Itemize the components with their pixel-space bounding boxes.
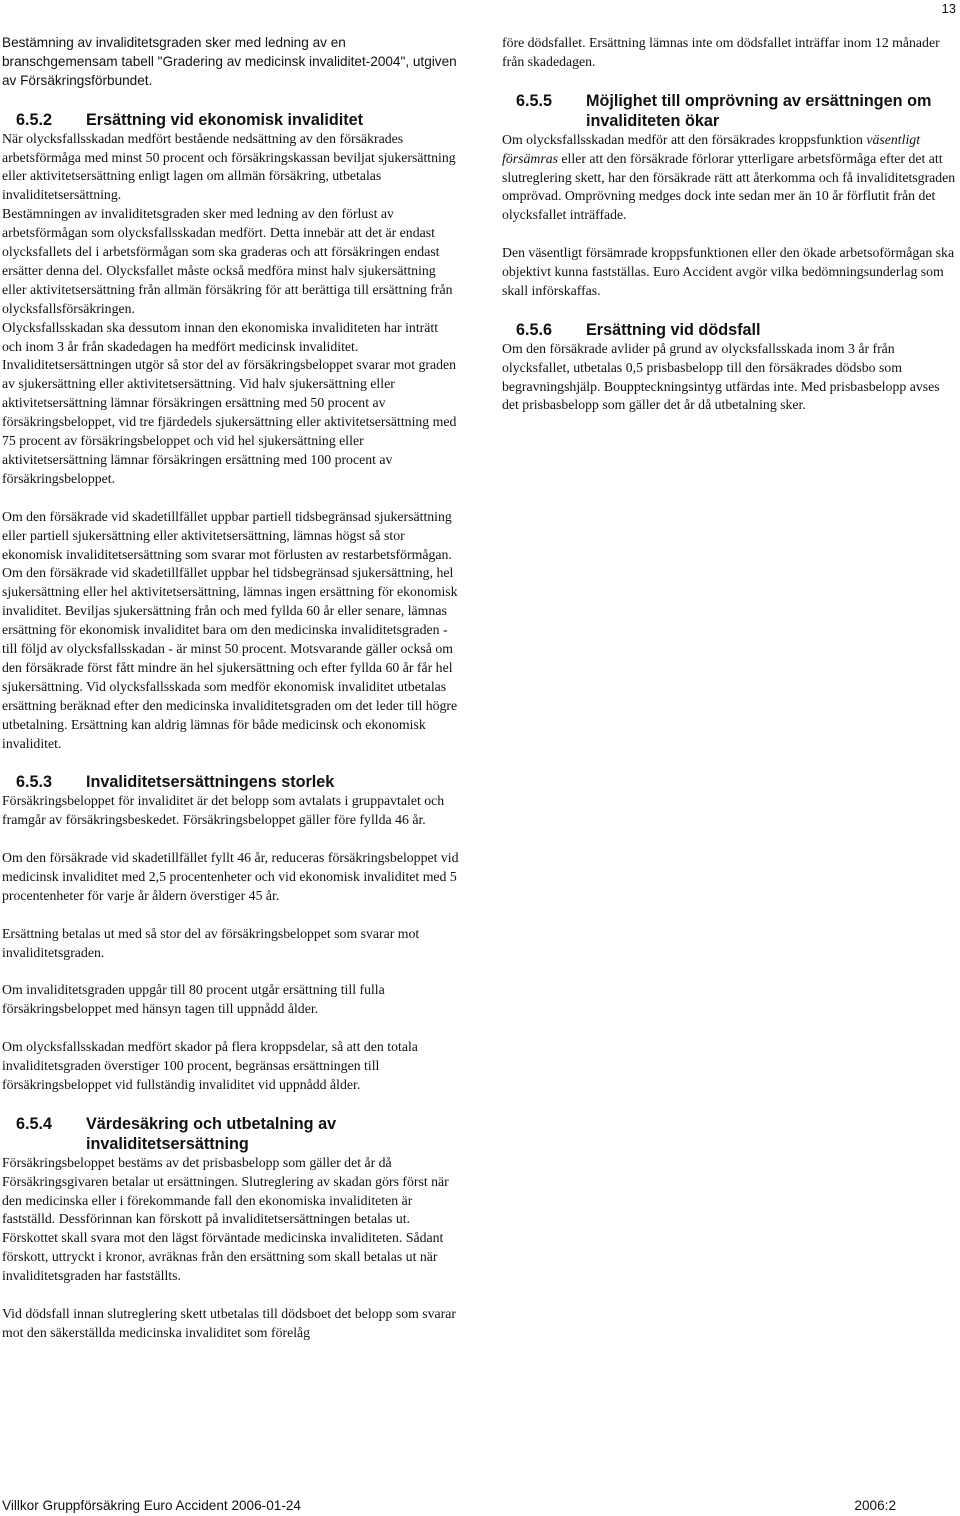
paragraph <box>502 131 958 226</box>
section-title: Värdesäkring och utbetalning av invaliditetsersättning <box>86 1114 337 1153</box>
section-title: Invaliditetsersättningens storlek <box>86 773 335 792</box>
section-number: 6.5.6 <box>516 320 553 339</box>
emphasis-text: väsentligt försämras <box>502 131 921 166</box>
paragraph: Invaliditetsersättningen utgör så stor del av försäkringsbeloppet svarar mot graden av sjukersättning eller aktivitetsersättning. Vid halv sjukersättning eller aktivitetsersättning lämnar försäkringen ersättning med 50 procent av försäkringsbeloppet, vid tre fjärdedels sjukersättning eller aktivitetsersättning med 75 procent av försäkringsbeloppet och vid hel sjukersättning eller aktivitetsersättning lämnar försäkringen ersättning med 100 procent av försäkringsbeloppet. <box>2 357 457 486</box>
paragraph: Om den försäkrade avlider på grund av olycksfallsskada inom 3 år från olycksfallet, utbetalas 0,5 prisbasbelopp till den försäkrades dödsbo som begravningshjälp. Bouppteckningsintyg utfärdas inte. Med prisbasbelopp avses det prisbasbelopp som gäller det år då utbetalning sker. <box>502 340 940 413</box>
section-heading-6-5-6 <box>502 320 958 340</box>
page-footer <box>2 1497 896 1514</box>
left-column <box>2 34 460 1343</box>
section-heading-6-5-3 <box>2 772 460 792</box>
section-title: Möjlighet till omprövning av ersättningen om invaliditeten ökar <box>586 91 932 130</box>
paragraph: Försäkringsbeloppet bestäms av det prisbasbelopp som gäller det år då Försäkringsgivaren betalar ut ersättningen. Slutreglering av skadan görs först när den medicinska eller i förekommande fall den ekonomiska invaliditeten är fastställd. Dessförinnan kan förskott på invaliditetsersättningen betalas ut. Förskottet skall svara mot den lägst förväntade medicinska invaliditeten. Sådant förskott, uttryckt i kronor, avräknas från den ersättning som skall betalas ut när invaliditetsgraden har fastställts. <box>2 1154 449 1284</box>
text-run: eller att den försäkrade förlorar ytterligare arbetsförmåga efter det att slutreglering skett, har den försäkrade rätt att återkomma och få invaliditetsgraden omprövad. Omprövning medges dock inte sedan mer än 10 år förflutit från det olycksfallet inträffade. <box>502 150 956 223</box>
section-title: Ersättning vid ekonomisk invaliditet <box>86 110 364 129</box>
section-heading-6-5-5 <box>502 91 958 131</box>
page-number: 13 <box>941 1 956 16</box>
footer-right: 2006:2 <box>854 1498 896 1513</box>
paragraph: Den väsentligt försämrade kroppsfunktionen eller den ökade arbetsoförmågan ska objektivt kunna fastställas. Euro Accident avgör vilka bedömningsunderlag som skall införskaffas. <box>502 245 955 298</box>
section-heading-6-5-4 <box>2 1114 460 1154</box>
intro-paragraph: Bestämning av invaliditetsgraden sker med ledning av en branschgemensam tabell "Gradering av medicinsk invaliditet-2004", utgiven av Försäkringsförbundet. <box>2 35 457 88</box>
section-number: 6.5.3 <box>16 773 53 792</box>
section-number: 6.5.5 <box>516 91 553 110</box>
section-title: Ersättning vid dödsfall <box>586 320 761 339</box>
paragraph: Om den försäkrade vid skadetillfället fyllt 46 år, reduceras försäkringsbeloppet vid medicinsk invaliditet med 2,5 procentenheter och vid ekonomisk invaliditet med 5 procentenheter för varje år åldern överstiger 45 år. <box>2 850 459 903</box>
section-heading-6-5-2 <box>2 110 460 130</box>
paragraph: Ersättning betalas ut med så stor del av försäkringsbeloppet som svarar mot invaliditetsgraden. <box>2 925 420 960</box>
paragraph: När olycksfallsskadan medfört bestående nedsättning av den försäkrades arbetsförmåga med minst 50 procent och försäkringskassan beviljat sjukersättning eller aktivitetsersättning enligt lagen om allmän försäkring, utbetalas invaliditetsersättning. <box>2 130 456 203</box>
text-run: Om olycksfallsskadan medför att den försäkrades kroppsfunktion <box>502 131 867 147</box>
paragraph: Vid dödsfall innan slutreglering skett utbetalas till dödsboet det belopp som svarar mot den säkerställda medicinska invaliditet som förelåg <box>2 1305 456 1340</box>
paragraph: Bestämningen av invaliditetsgraden sker med ledning av den förlust av arbetsförmågan som olycksfallsskadan medfört. Detta innebär att det är endast olycksfallets del i arbetsförmågan som ska graderas och att försäkringen endast ersätter denna del. Olycksfallet måste också medföra minst halv sjukersättning eller aktivitetsersättning från allmän försäkring för att berättiga till ersättning från olycksfallsförsäkringen. <box>2 206 453 316</box>
section-number: 6.5.4 <box>16 1114 53 1133</box>
paragraph: Om den försäkrade vid skadetillfället uppbar partiell tidsbegränsad sjukersättning eller partiell sjukersättning eller aktivitetsersättning, lämnas högst så stor ekonomisk invaliditetsersättning som svarar mot förlusten av restarbetsförmågan. Om den försäkrade vid skadetillfället uppbar hel tidsbegränsad sjukersättning, hel sjukersättning eller hel aktivitetsersättning, lämnas ingen ersättning för ekonomisk invaliditet. Beviljas sjukersättning från och med fyllda 60 år eller senare, lämnas ersättning för ekonomisk invaliditet bara om den medicinska invaliditetsgraden - till följd av olycksfallsskadan - är minst 50 procent. Motsvarande gäller också om den försäkrade först fått mindre än hel sjukersättning och efter fyllda 60 år får hel sjukersättning. Vid olycksfallsskada som medför ekonomisk invaliditet utbetalas ersättning beräknad efter den medicinska invaliditetsgraden om det leder till högre utbetalning. Ersättning kan aldrig lämnas för både medicinsk och ekonomisk invaliditet. <box>2 508 458 751</box>
right-column <box>502 34 958 415</box>
paragraph: Om olycksfallsskadan medfört skador på flera kroppsdelar, så att den totala invaliditetsgraden överstiger 100 procent, begränsas ersättningen till försäkringsbeloppet vid fullständig invaliditet vid uppnådd ålder. <box>2 1039 418 1092</box>
paragraph: Olycksfallsskadan ska dessutom innan den ekonomiska invaliditeten har inträtt och inom 3 år från skadedagen ha medfört medicinsk invaliditet. <box>2 319 439 354</box>
continuation-paragraph: före dödsfallet. Ersättning lämnas inte om dödsfallet inträffar inom 12 månader från skadedagen. <box>502 35 940 69</box>
paragraph: Om invaliditetsgraden uppgår till 80 procent utgår ersättning till fulla försäkringsbeloppet med hänsyn tagen till uppnådd ålder. <box>2 982 385 1017</box>
section-number: 6.5.2 <box>16 110 53 129</box>
paragraph: Försäkringsbeloppet för invaliditet är det belopp som avtalats i gruppavtalet och framgår av försäkringsbeskedet. Försäkringsbeloppet gäller före fyllda 46 år. <box>2 793 445 828</box>
footer-left: Villkor Gruppförsäkring Euro Accident 2006-01-24 <box>2 1498 301 1513</box>
